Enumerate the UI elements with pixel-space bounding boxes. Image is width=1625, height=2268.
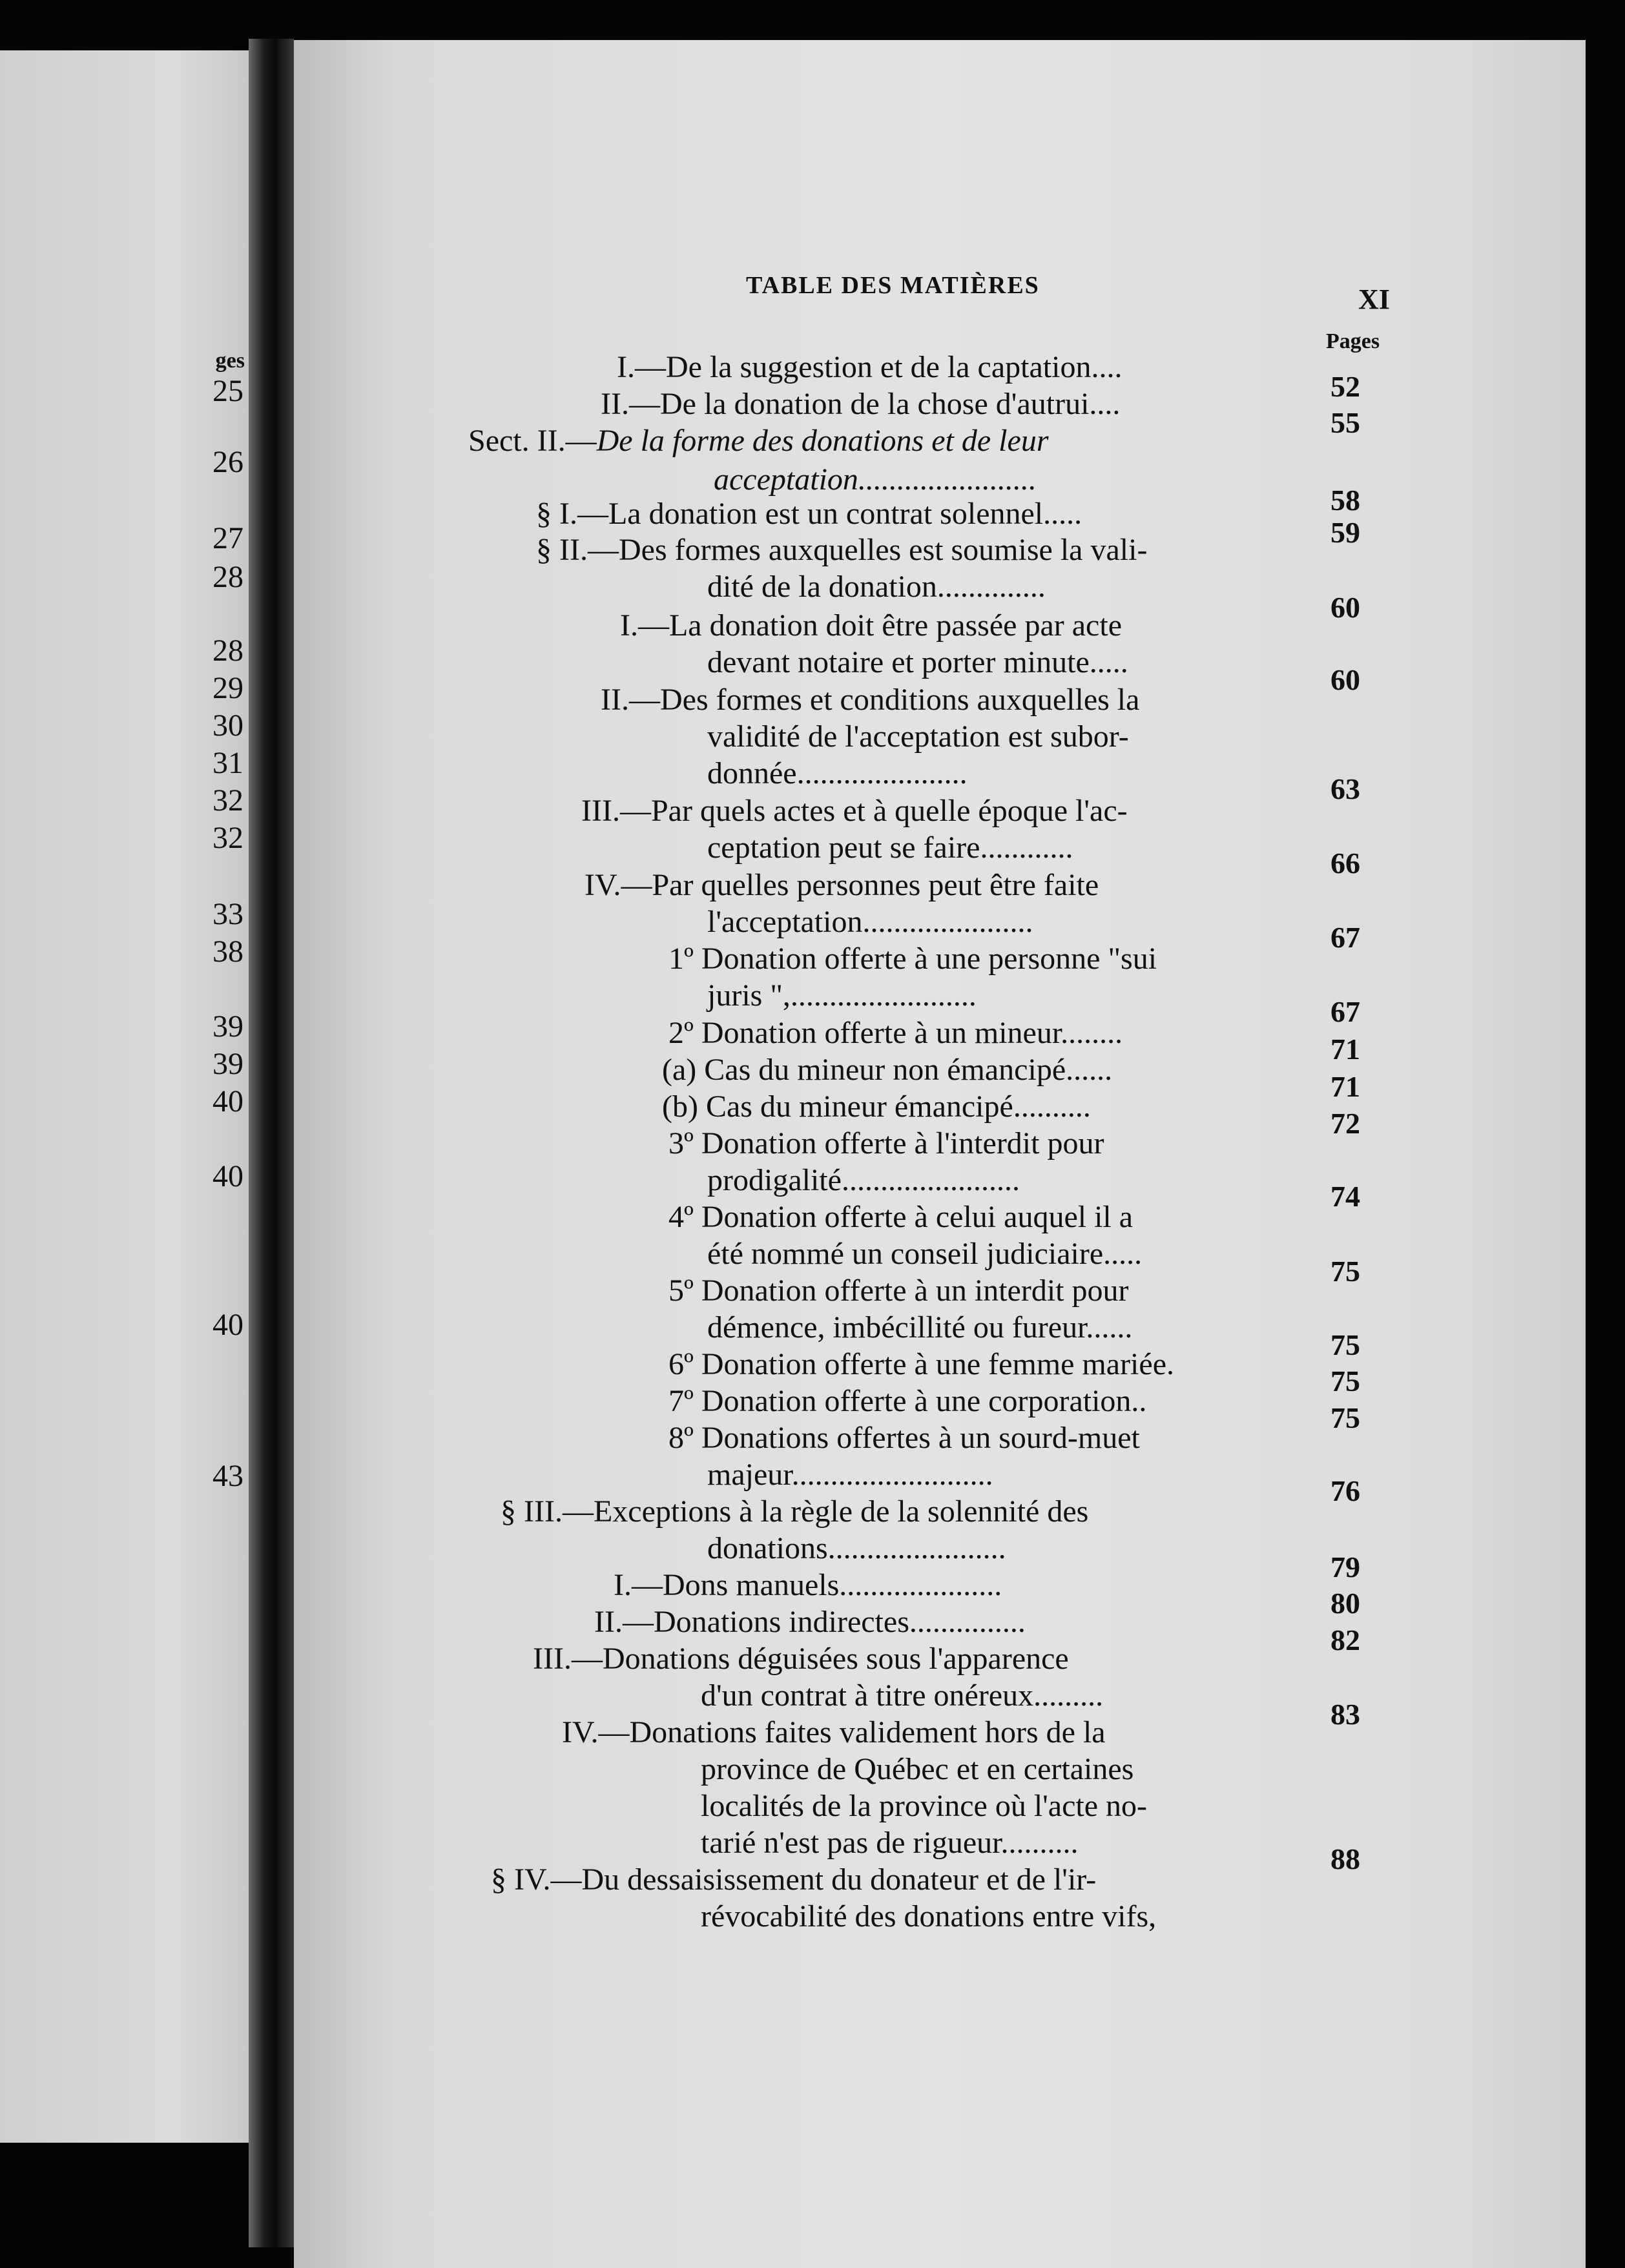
toc-entry: juris ",........................ (707, 978, 977, 1013)
toc-entry: 3º Donation offerte à l'interdit pour (668, 1126, 1104, 1160)
toc-section-heading (468, 426, 1049, 457)
left-page-number: 25 (212, 374, 243, 408)
toc-entry: donations....................... (707, 1531, 1006, 1565)
toc-entry: donnée...................... (707, 756, 968, 790)
toc-page-number: 67 (1330, 995, 1360, 1028)
left-page-number: 43 (212, 1459, 243, 1493)
toc-entry: l'acceptation...................... (707, 905, 1033, 939)
toc-entry: tarié n'est pas de rigueur.......... (701, 1826, 1079, 1860)
toc-entry: (a) Cas du mineur non émancipé...... (662, 1053, 1113, 1087)
left-page-number: 26 (212, 445, 243, 479)
left-page-number: 30 (212, 708, 243, 743)
toc-page-number: 75 (1330, 1328, 1360, 1361)
toc-entry: démence, imbécillité ou fureur...... (707, 1310, 1133, 1345)
toc-page-number: 71 (1330, 1070, 1360, 1103)
toc-entry: (b) Cas du mineur émancipé.......... (662, 1089, 1091, 1124)
toc-page-number: 75 (1330, 1255, 1360, 1288)
toc-entry: III.—Donations déguisées sous l'apparence (533, 1642, 1069, 1676)
toc-entry: acceptation....................... (714, 462, 1037, 497)
left-page-number: 39 (212, 1047, 243, 1081)
right-page (294, 40, 1586, 2268)
toc-page-number: 83 (1330, 1698, 1360, 1731)
toc-page-number: 71 (1330, 1033, 1360, 1066)
toc-page-number: 58 (1330, 484, 1360, 517)
left-page-number: 40 (212, 1084, 243, 1119)
toc-entry: 6º Donation offerte à une femme mariée. (668, 1347, 1174, 1381)
toc-page-number: 82 (1330, 1624, 1360, 1656)
toc-page-number: 52 (1330, 370, 1360, 403)
toc-entry: été nommé un conseil judiciaire..... (707, 1237, 1143, 1271)
toc-entry: 7º Donation offerte à une corporation.. (668, 1384, 1147, 1418)
toc-entry: I.—Dons manuels..................... (614, 1568, 1002, 1602)
toc-entry: II.—Des formes et conditions auxquelles la (601, 683, 1140, 717)
left-page-number: 32 (212, 821, 243, 855)
left-pages-header: ges (215, 349, 245, 373)
toc-page-number: 67 (1330, 921, 1360, 954)
toc-entry: 4º Donation offerte à celui auquel il a (668, 1200, 1133, 1234)
toc-entry: IV.—Par quelles personnes peut être faite (585, 868, 1099, 902)
toc-entry: § II.—Des formes auxquelles est soumise la vali- (536, 533, 1148, 567)
left-page-number: 28 (212, 560, 243, 594)
toc-entry: II.—Donations indirectes............... (594, 1605, 1026, 1639)
left-page-number: 29 (212, 671, 243, 705)
toc-page-number: 75 (1330, 1401, 1360, 1434)
toc-entry: majeur.......................... (707, 1458, 993, 1492)
toc-entry: 8º Donations offertes à un sourd-muet (668, 1421, 1140, 1455)
toc-section-label: Sect. II.— (468, 424, 597, 458)
toc-entry: § I.—La donation est un contrat solennel..... (536, 497, 1082, 531)
toc-entry: I.—La donation doit être passée par acte (620, 608, 1122, 643)
toc-entry: 5º Donation offerte à un interdit pour (668, 1273, 1129, 1308)
toc-page-number: 72 (1330, 1107, 1360, 1140)
toc-entry: d'un contrat à titre onéreux......... (701, 1678, 1104, 1713)
toc-page-number: 75 (1330, 1365, 1360, 1397)
left-page-number: 40 (212, 1159, 243, 1193)
pages-column-header: Pages (1326, 329, 1380, 353)
toc-entry: province de Québec et en certaines (701, 1752, 1134, 1786)
left-page-number: 31 (212, 746, 243, 780)
toc-page-number: 79 (1330, 1551, 1360, 1583)
toc-section-title: De la forme des donations et de leur (596, 424, 1049, 458)
toc-entry: III.—Par quels actes et à quelle époque l'ac- (581, 794, 1128, 828)
toc-page-number: 59 (1330, 516, 1360, 549)
toc-page-number: 66 (1330, 847, 1360, 880)
toc-entry: prodigalité....................... (707, 1163, 1020, 1197)
toc-entry: validité de l'acceptation est subor- (707, 719, 1129, 754)
page-folio: XI (1358, 284, 1390, 315)
toc-page-number: 60 (1330, 663, 1360, 696)
toc-entry: II.—De la donation de la chose d'autrui.... (601, 387, 1121, 421)
left-page-number: 40 (212, 1308, 243, 1342)
toc-entry: 2º Donation offerte à un mineur........ (668, 1016, 1123, 1050)
toc-entry: révocabilité des donations entre vifs, (701, 1899, 1157, 1933)
toc-page-number: 60 (1330, 591, 1360, 624)
left-page-number: 27 (212, 521, 243, 555)
toc-page-number: 74 (1330, 1180, 1360, 1213)
toc-entry: devant notaire et porter minute..... (707, 645, 1128, 679)
toc-page-number: 88 (1330, 1842, 1360, 1875)
toc-entry: ceptation peut se faire............ (707, 830, 1073, 865)
left-page-number: 32 (212, 783, 243, 818)
toc-entry: § III.—Exceptions à la règle de la solennité des (501, 1494, 1089, 1529)
toc-page-number: 80 (1330, 1587, 1360, 1620)
toc-entry: localités de la province où l'acte no- (701, 1789, 1148, 1823)
toc-entry: I.—De la suggestion et de la captation.... (617, 350, 1123, 384)
left-page-number: 28 (212, 634, 243, 668)
toc-entry: dité de la donation.............. (707, 570, 1046, 604)
left-page-number: 33 (212, 897, 243, 931)
toc-entry: IV.—Donations faites validement hors de la (562, 1715, 1106, 1749)
left-page-number: 38 (212, 934, 243, 969)
left-page-number: 39 (212, 1009, 243, 1044)
toc-page-number: 63 (1330, 772, 1360, 805)
book-spine (249, 39, 294, 2247)
toc-entry: § IV.—Du dessaisissement du donateur et de l'ir- (491, 1862, 1097, 1897)
left-page (0, 50, 249, 2143)
toc-entry: 1º Donation offerte à une personne "sui (668, 942, 1157, 976)
toc-page-number: 76 (1330, 1474, 1360, 1507)
running-head: TABLE DES MATIÈRES (746, 272, 1040, 299)
toc-page-number: 55 (1330, 406, 1360, 439)
